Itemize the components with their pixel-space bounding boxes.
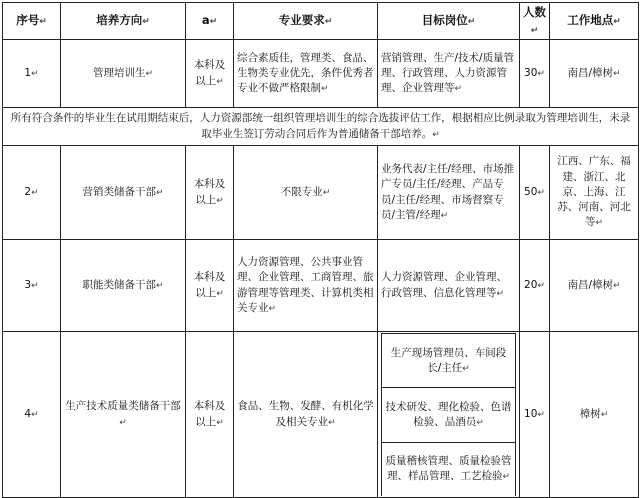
cell-seq: 4↵: [3, 332, 61, 498]
list-item: [382, 442, 516, 496]
table-row: [3, 146, 639, 240]
cell-seq: 1↵: [3, 40, 61, 108]
position-group: 技术研发、理化检验、色谱检验、品酒员↵: [382, 388, 516, 442]
cell-major: 人力资源管理、公共事业管理、企业管理、工商管理、旅游管理等管理类、计算机类相关专业↵: [234, 240, 378, 332]
selection-note: 所有符合条件的毕业生在试用期结束后，人力资源部统一组织管理培训生的综合选拔评估工作，根据相应比例录取为管理培训生，未录取毕业生签订劳动合同后作为普通储备干部培养。↵: [3, 108, 639, 146]
cell-direction: 职能类储备干部↵: [61, 240, 186, 332]
cell-seq: 2↵: [3, 146, 61, 240]
note-row: [3, 108, 639, 146]
header-major: 专业要求↵: [234, 3, 378, 40]
cell-count: 30↵: [520, 40, 550, 108]
list-item: [382, 388, 516, 442]
header-location: 工作地点↵: [550, 3, 639, 40]
cell-major: 不限专业↵: [234, 146, 378, 240]
cell-education: 本科及以上↵: [186, 240, 234, 332]
cell-education: 本科及以上↵: [186, 40, 234, 108]
header-count: 人数↵: [520, 3, 550, 40]
header-row: [3, 3, 639, 40]
cell-positions: [378, 332, 520, 498]
table-row: [3, 332, 639, 498]
cell-positions: 人力资源管理、企业管理、行政管理、信息化管理等↵: [378, 240, 520, 332]
cell-education: 本科及以上↵: [186, 332, 234, 498]
cell-positions: 业务代表/主任/经理、市场推广专员/主任/经理、产品专员/主任/经理、市场督察专员/主管/经理↵: [378, 146, 520, 240]
cell-seq: 3↵: [3, 240, 61, 332]
cell-count: 50↵: [520, 146, 550, 240]
recruitment-table: [2, 2, 639, 498]
header-seq: 序号↵: [3, 3, 61, 40]
position-group: 质量稽核管理、质量检验管理、样品管理、工艺检验↵: [382, 442, 516, 496]
cell-count: 10↵: [520, 332, 550, 498]
cell-location: 南昌/樟树↵: [550, 240, 639, 332]
table-row: [3, 40, 639, 108]
cell-location: 江西、广东、福建、浙江、北京、上海、江苏、河南、河北等↵: [550, 146, 639, 240]
header-education: a↵: [186, 3, 234, 40]
cell-major: 食品、生物、发酵、有机化学及相关专业↵: [234, 332, 378, 498]
positions-subtable: [381, 333, 516, 496]
cell-direction: 管理培训生↵: [61, 40, 186, 108]
cell-major: 综合素质佳，管理类、食品、生物类专业优先，条件优秀者专业不做严格限制↵: [234, 40, 378, 108]
table-row: [3, 240, 639, 332]
list-item: [382, 334, 516, 388]
header-positions: 目标岗位↵: [378, 3, 520, 40]
cell-education: 本科及以上↵: [186, 146, 234, 240]
cell-location: 樟树↵: [550, 332, 639, 498]
cell-location: 南昌/樟树↵: [550, 40, 639, 108]
cell-direction: 营销类储备干部↵: [61, 146, 186, 240]
cell-direction: 生产技术质量类储备干部↵: [61, 332, 186, 498]
cell-positions: 营销管理、生产/技术/质量管理、行政管理、人力资源管理、企业管理等↵: [378, 40, 520, 108]
cell-count: 20↵: [520, 240, 550, 332]
position-group: 生产现场管理员、车间段长/主任↵: [382, 334, 516, 388]
header-direction: 培养方向↵: [61, 3, 186, 40]
